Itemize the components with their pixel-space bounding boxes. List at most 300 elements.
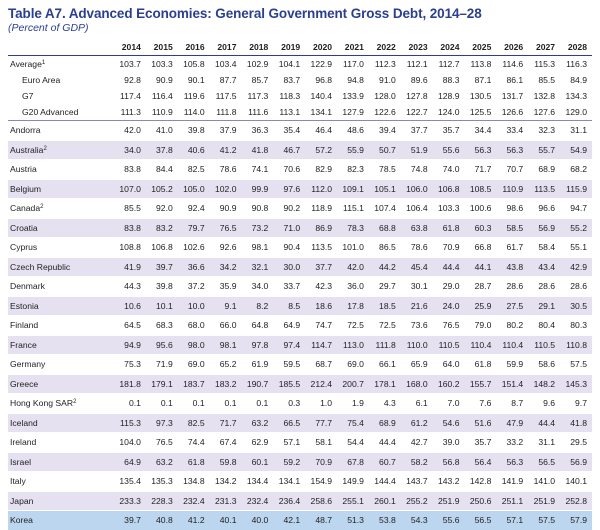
aggregate-row	[8, 88, 592, 104]
year-header: 2026	[496, 39, 528, 56]
country-row	[8, 121, 592, 141]
value-cell: 97.3	[146, 413, 178, 433]
value-cell: 178.1	[369, 374, 401, 394]
value-cell: 85.5	[114, 199, 146, 219]
value-cell: 65.2	[210, 355, 242, 375]
country-row	[8, 179, 592, 199]
row-label-text: Israel	[10, 456, 32, 467]
row-label-text: Korea	[10, 515, 33, 526]
value-cell: 100.6	[465, 199, 497, 219]
value-cell: 66.8	[465, 238, 497, 258]
value-cell: 106.4	[401, 199, 433, 219]
value-cell: 56.3	[496, 452, 528, 472]
value-cell: 71.0	[273, 218, 305, 238]
row-label	[8, 374, 114, 394]
value-cell: 160.2	[433, 374, 465, 394]
value-cell: 105.1	[369, 179, 401, 199]
value-cell: 78.6	[401, 238, 433, 258]
value-cell: 179.1	[146, 374, 178, 394]
value-cell: 36.6	[178, 257, 210, 277]
value-cell: 89.6	[410, 75, 428, 85]
value-cell: 54.4	[337, 433, 369, 453]
value-cell: 103.3	[433, 199, 465, 219]
value-cell: 44.4	[433, 257, 465, 277]
value-cell: 37.7	[305, 257, 337, 277]
value-cell: 34.0	[241, 277, 273, 297]
aggregate-row	[8, 56, 592, 73]
value-cell: 56.5	[528, 452, 560, 472]
value-cell: 83.8	[114, 218, 146, 238]
country-row	[8, 335, 592, 355]
value-cell: 40.0	[241, 511, 273, 530]
value-cell: 113.1	[279, 107, 301, 117]
row-label-text: Germany	[10, 359, 46, 370]
row-label-text: Hong Kong SAR	[10, 398, 74, 409]
row-label-text: Iceland	[10, 417, 38, 428]
value-cell: 42.7	[401, 433, 433, 453]
row-label-text: Japan	[10, 495, 34, 506]
value-cell: 98.1	[241, 238, 273, 258]
value-cell: 37.7	[401, 121, 433, 141]
value-cell: 1.0	[305, 394, 337, 414]
year-header: 2022	[369, 39, 401, 56]
value-cell: 55.1	[560, 238, 592, 258]
value-cell: 101.0	[337, 238, 369, 258]
value-cell: 64.0	[433, 355, 465, 375]
value-cell: 41.9	[114, 257, 146, 277]
value-cell: 9.7	[560, 394, 592, 414]
row-label-text: G20 Advanced	[22, 107, 79, 117]
value-cell: 41.8	[560, 413, 592, 433]
value-cell: 231.3	[210, 491, 242, 511]
footnote-marker: 2	[73, 399, 77, 406]
year-header: 2018	[241, 39, 273, 56]
aggregate-row	[8, 72, 592, 88]
value-cell: 44.4	[369, 433, 401, 453]
value-cell: 40.6	[178, 140, 210, 160]
value-cell: 90.8	[241, 199, 273, 219]
value-cell: 66.1	[369, 355, 401, 375]
value-cell: 80.4	[528, 316, 560, 336]
value-cell: 44.3	[114, 277, 146, 297]
value-cell: 79.7	[178, 218, 210, 238]
value-cell: 124.0	[437, 107, 460, 117]
row-label-text: Estonia	[10, 300, 39, 311]
value-cell: 56.8	[433, 452, 465, 472]
value-cell: 28.6	[528, 277, 560, 297]
country-row	[8, 316, 592, 336]
value-cell: 56.9	[560, 452, 592, 472]
value-cell: 39.7	[146, 257, 178, 277]
value-cell: 54.6	[433, 413, 465, 433]
value-cell: 151.4	[496, 374, 528, 394]
value-cell: 4.3	[369, 394, 401, 414]
value-cell: 62.9	[241, 433, 273, 453]
row-label-text: G7	[22, 91, 34, 101]
value-cell: 232.4	[178, 491, 210, 511]
year-header: 2027	[528, 39, 560, 56]
value-cell: 183.7	[178, 374, 210, 394]
row-label	[8, 316, 114, 336]
row-label-text: Average	[10, 59, 42, 69]
row-label	[8, 433, 114, 453]
value-cell: 61.8	[178, 452, 210, 472]
value-cell: 64.5	[114, 316, 146, 336]
value-cell: 117.5	[215, 91, 237, 101]
value-cell: 75.4	[337, 413, 369, 433]
value-cell: 132.8	[533, 91, 556, 101]
row-label	[8, 257, 114, 277]
value-cell: 64.9	[114, 452, 146, 472]
value-cell: 34.0	[114, 140, 146, 160]
row-label	[8, 160, 114, 180]
value-cell: 118.9	[305, 199, 337, 219]
row-label	[8, 511, 114, 530]
country-row	[8, 452, 592, 472]
value-cell: 97.8	[241, 335, 273, 355]
value-cell: 29.1	[528, 296, 560, 316]
value-cell: 57.1	[496, 511, 528, 530]
row-label-text: Finland	[10, 320, 39, 331]
value-cell: 30.1	[401, 277, 433, 297]
value-cell: 50.7	[369, 140, 401, 160]
country-row	[8, 199, 592, 219]
value-cell: 112.7	[438, 59, 460, 69]
value-cell: 109.1	[337, 179, 369, 199]
value-cell: 148.2	[528, 374, 560, 394]
value-cell: 236.4	[273, 491, 305, 511]
value-cell: 10.6	[114, 296, 146, 316]
value-cell: 67.4	[210, 433, 242, 453]
value-cell: 86.5	[369, 238, 401, 258]
value-cell: 55.6	[433, 511, 465, 530]
value-cell: 94.9	[114, 335, 146, 355]
value-cell: 74.4	[178, 433, 210, 453]
value-cell: 112.3	[374, 59, 396, 69]
value-cell: 0.3	[273, 394, 305, 414]
value-cell: 96.8	[315, 75, 333, 85]
value-cell: 59.8	[210, 452, 242, 472]
value-cell: 82.5	[178, 160, 210, 180]
value-cell: 134.3	[565, 91, 587, 101]
value-cell: 111.6	[248, 107, 269, 117]
value-cell: 0.1	[114, 394, 146, 414]
value-cell: 25.9	[465, 296, 497, 316]
value-cell: 140.4	[310, 91, 333, 101]
country-row	[8, 355, 592, 375]
value-cell: 43.8	[496, 257, 528, 277]
value-cell: 252.8	[560, 491, 592, 511]
value-cell: 113.5	[305, 238, 337, 258]
value-cell: 54.3	[401, 511, 433, 530]
value-cell: 71.7	[210, 413, 242, 433]
row-label	[8, 140, 114, 160]
country-row	[8, 511, 592, 530]
value-cell: 113.5	[528, 179, 560, 199]
country-row	[8, 374, 592, 394]
value-cell: 183.2	[210, 374, 242, 394]
value-cell: 97.6	[273, 179, 305, 199]
value-cell: 70.9	[305, 452, 337, 472]
value-cell: 98.6	[496, 199, 528, 219]
row-label-text: Australia	[10, 144, 44, 155]
value-cell: 32.3	[528, 121, 560, 141]
row-label-text: Ireland	[10, 437, 37, 448]
value-cell: 90.1	[187, 75, 205, 85]
value-cell: 48.7	[305, 511, 337, 530]
value-cell: 64.9	[273, 316, 305, 336]
row-label-text: Belgium	[10, 183, 42, 194]
footnote-marker: 2	[40, 204, 44, 211]
value-cell: 91.0	[379, 75, 396, 85]
value-cell: 102.6	[178, 238, 210, 258]
footnote-marker: 2	[43, 145, 47, 152]
value-cell: 86.9	[305, 218, 337, 238]
value-cell: 88.3	[442, 75, 460, 85]
value-cell: 122.7	[406, 107, 428, 117]
value-cell: 113.0	[337, 335, 369, 355]
value-cell: 68.9	[528, 160, 560, 180]
value-cell: 37.9	[210, 121, 242, 141]
value-cell: 127.6	[533, 107, 556, 117]
country-row	[8, 257, 592, 277]
value-cell: 7.0	[433, 394, 465, 414]
value-cell: 61.7	[496, 238, 528, 258]
value-cell: 54.9	[560, 140, 592, 160]
value-cell: 33.2	[496, 433, 528, 453]
value-cell: 233.3	[114, 491, 146, 511]
value-cell: 68.2	[560, 160, 592, 180]
value-cell: 41.2	[178, 511, 210, 530]
value-cell: 111.8	[369, 335, 401, 355]
value-cell: 106.8	[146, 238, 178, 258]
value-cell: 46.7	[273, 140, 305, 160]
value-cell: 74.0	[433, 160, 465, 180]
value-cell: 48.6	[337, 121, 369, 141]
value-cell: 96.6	[528, 199, 560, 219]
value-cell: 102.0	[210, 179, 242, 199]
value-cell: 128.0	[374, 91, 396, 101]
value-cell: 31.1	[560, 121, 592, 141]
value-cell: 212.4	[305, 374, 337, 394]
value-cell: 255.2	[401, 491, 433, 511]
value-cell: 117.0	[343, 59, 364, 69]
value-cell: 155.7	[465, 374, 497, 394]
row-label	[8, 355, 114, 375]
table-body	[8, 56, 592, 530]
value-cell: 250.6	[465, 491, 497, 511]
value-cell: 251.1	[496, 491, 528, 511]
country-row	[8, 140, 592, 160]
value-cell: 0.1	[146, 394, 178, 414]
value-cell: 76.5	[210, 218, 242, 238]
value-cell: 86.1	[506, 75, 524, 85]
row-label-text: Euro Area	[22, 75, 61, 85]
footnote-marker: 1	[41, 60, 46, 66]
value-cell: 82.9	[305, 160, 337, 180]
value-cell: 115.3	[534, 59, 556, 69]
value-cell: 168.0	[401, 374, 433, 394]
value-cell: 76.5	[433, 316, 465, 336]
value-cell: 7.6	[465, 394, 497, 414]
value-cell: 129.0	[565, 107, 587, 117]
value-cell: 59.9	[496, 355, 528, 375]
row-label	[8, 491, 114, 511]
value-cell: 190.7	[241, 374, 273, 394]
value-cell: 78.3	[337, 218, 369, 238]
value-cell: 39.4	[369, 121, 401, 141]
value-cell: 61.9	[241, 355, 273, 375]
value-cell: 185.5	[273, 374, 305, 394]
value-cell: 83.7	[283, 75, 301, 85]
value-cell: 115.3	[114, 413, 146, 433]
row-label	[8, 179, 114, 199]
value-cell: 94.8	[347, 75, 364, 85]
value-cell: 58.6	[528, 355, 560, 375]
value-cell: 112.0	[305, 179, 337, 199]
value-cell: 44.4	[528, 413, 560, 433]
value-cell: 83.8	[114, 160, 146, 180]
value-cell: 6.1	[401, 394, 433, 414]
value-cell: 117.4	[120, 91, 141, 101]
value-cell: 111.3	[120, 107, 141, 117]
value-cell: 0.1	[241, 394, 273, 414]
value-cell: 39.8	[178, 121, 210, 141]
value-cell: 35.4	[273, 121, 305, 141]
value-cell: 126.6	[501, 107, 524, 117]
value-cell: 44.1	[465, 257, 497, 277]
value-cell: 68.3	[146, 316, 178, 336]
value-cell: 29.5	[560, 433, 592, 453]
value-cell: 134.1	[273, 472, 305, 492]
value-cell: 33.4	[496, 121, 528, 141]
country-row	[8, 296, 592, 316]
value-cell: 30.0	[273, 257, 305, 277]
value-cell: 1.9	[337, 394, 369, 414]
value-cell: 70.6	[273, 160, 305, 180]
value-cell: 115.9	[560, 179, 592, 199]
value-cell: 128.9	[437, 91, 460, 101]
row-label-text: Andorra	[10, 125, 41, 136]
value-cell: 125.5	[469, 107, 492, 117]
value-cell: 56.3	[465, 140, 497, 160]
country-row	[8, 413, 592, 433]
value-cell: 116.4	[151, 91, 173, 101]
value-cell: 133.9	[342, 91, 364, 101]
value-cell: 251.9	[528, 491, 560, 511]
value-cell: 28.7	[465, 277, 497, 297]
value-cell: 35.9	[210, 277, 242, 297]
value-cell: 114.0	[183, 107, 205, 117]
row-label	[8, 238, 114, 258]
value-cell: 108.5	[465, 179, 497, 199]
value-cell: 105.2	[146, 179, 178, 199]
value-cell: 60.3	[465, 218, 497, 238]
value-cell: 63.2	[241, 413, 273, 433]
value-cell: 60.1	[241, 452, 273, 472]
value-cell: 63.2	[146, 452, 178, 472]
value-cell: 46.4	[305, 121, 337, 141]
value-cell: 149.9	[337, 472, 369, 492]
value-cell: 92.0	[146, 199, 178, 219]
value-cell: 42.0	[114, 121, 146, 141]
value-cell: 92.6	[210, 238, 242, 258]
value-cell: 55.7	[528, 140, 560, 160]
value-cell: 56.5	[465, 511, 497, 530]
value-cell: 28.6	[496, 277, 528, 297]
value-cell: 67.8	[337, 452, 369, 472]
value-cell: 80.3	[560, 316, 592, 336]
value-cell: 69.0	[178, 355, 210, 375]
country-row	[8, 160, 592, 180]
row-label	[8, 88, 114, 104]
value-cell: 84.4	[146, 160, 178, 180]
value-cell: 51.9	[401, 140, 433, 160]
value-cell: 78.5	[369, 160, 401, 180]
value-cell: 112.1	[406, 59, 428, 69]
value-cell: 35.7	[465, 433, 497, 453]
value-cell: 251.9	[433, 491, 465, 511]
value-cell: 68.9	[369, 413, 401, 433]
row-label-text: Canada	[10, 203, 41, 214]
value-cell: 102.9	[246, 59, 269, 69]
value-cell: 59.2	[273, 452, 305, 472]
value-cell: 34.2	[210, 257, 242, 277]
row-label-text: Czech Republic	[10, 261, 71, 272]
value-cell: 154.9	[305, 472, 337, 492]
value-cell: 31.1	[528, 433, 560, 453]
year-header: 2025	[465, 39, 497, 56]
country-row	[8, 238, 592, 258]
value-cell: 75.3	[114, 355, 146, 375]
value-cell: 145.3	[560, 374, 592, 394]
value-cell: 228.3	[146, 491, 178, 511]
value-cell: 42.1	[273, 511, 305, 530]
value-cell: 142.8	[465, 472, 497, 492]
country-row	[8, 277, 592, 297]
value-cell: 10.0	[178, 296, 210, 316]
value-cell: 55.9	[337, 140, 369, 160]
value-cell: 40.1	[210, 511, 242, 530]
value-cell: 59.5	[273, 355, 305, 375]
value-cell: 90.2	[273, 199, 305, 219]
value-cell: 17.8	[337, 296, 369, 316]
row-label	[8, 394, 114, 414]
row-label	[8, 277, 114, 297]
value-cell: 0.1	[210, 394, 242, 414]
value-cell: 9.1	[210, 296, 242, 316]
value-cell: 51.3	[337, 511, 369, 530]
value-cell: 143.7	[401, 472, 433, 492]
value-cell: 8.2	[241, 296, 273, 316]
value-cell: 104.1	[278, 59, 301, 69]
value-cell: 39.8	[146, 277, 178, 297]
value-cell: 85.7	[251, 75, 269, 85]
value-cell: 72.5	[369, 316, 401, 336]
value-cell: 37.8	[146, 140, 178, 160]
value-cell: 34.4	[465, 121, 497, 141]
value-cell: 43.4	[528, 257, 560, 277]
value-cell: 98.1	[210, 335, 242, 355]
value-cell: 114.6	[502, 59, 524, 69]
value-cell: 99.9	[241, 179, 273, 199]
table-title: Table A7. Advanced Economies: General Government Gross Debt, 2014–28	[8, 6, 482, 21]
value-cell: 70.9	[433, 238, 465, 258]
value-cell: 55.2	[560, 218, 592, 238]
value-cell: 41.0	[146, 121, 178, 141]
value-cell: 232.4	[241, 491, 273, 511]
value-cell: 57.5	[560, 355, 592, 375]
